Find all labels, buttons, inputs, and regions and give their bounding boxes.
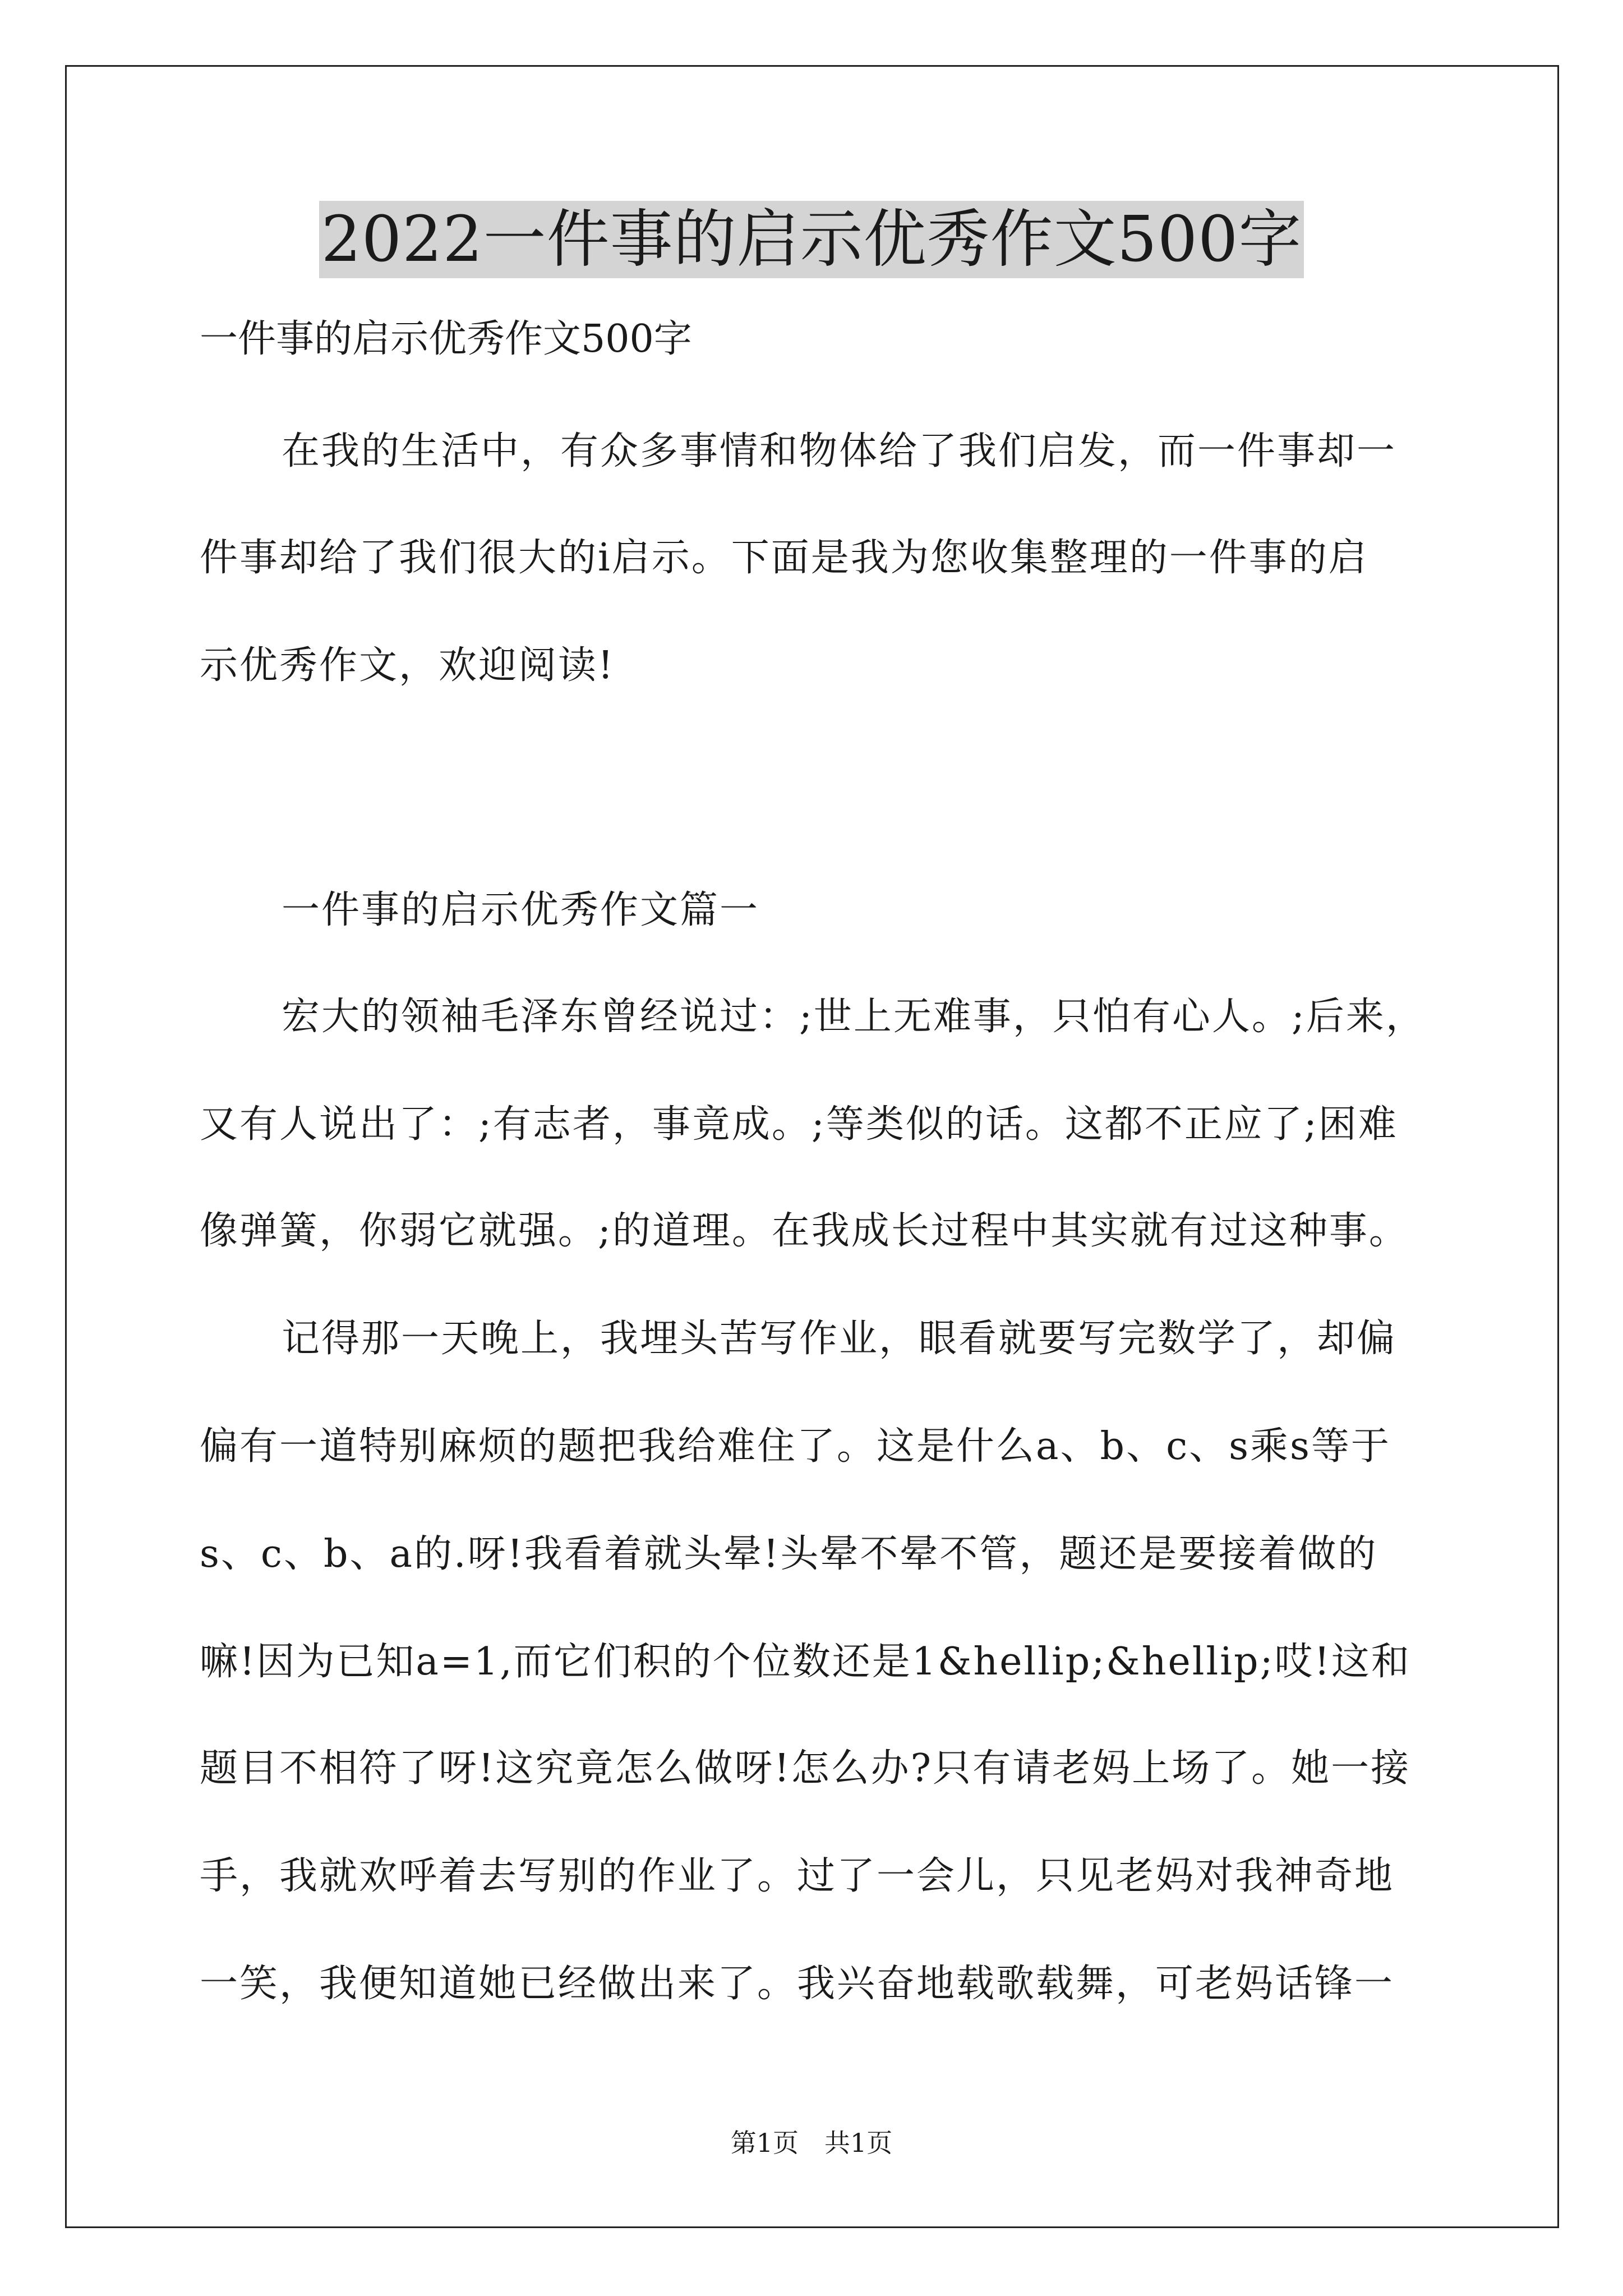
- paragraph-line: 又有人说出了：;有志者，事竟成。;等类似的话。这都不正应了;困难: [200, 1102, 1398, 1147]
- paragraph-line: 题目不相符了呀!这究竟怎么做呀!怎么办?只有请老妈上场了。她一接: [200, 1746, 1411, 1791]
- paragraph-line: 件事却给了我们很大的i启示。下面是我为您收集整理的一件事的启: [200, 536, 1368, 580]
- paragraph-line: 偏有一道特别麻烦的题把我给难住了。这是什么a、b、c、s乘s等于: [200, 1424, 1391, 1469]
- document-subtitle: 一件事的启示优秀作文500字: [200, 317, 692, 361]
- paragraph-line: s、c、b、a的.呀!我看着就头晕!头晕不晕不管，题还是要接着做的: [200, 1532, 1378, 1576]
- paragraph-line: 记得那一天晚上，我埋头苦写作业，眼看就要写完数学了，却偏: [282, 1317, 1397, 1361]
- section-heading: 一件事的启示优秀作文篇一: [282, 888, 760, 932]
- document-title: 2022一件事的启示优秀作文500字: [319, 201, 1304, 278]
- paragraph-line: 示优秀作文，欢迎阅读!: [200, 643, 615, 688]
- paragraph-line: 宏大的领袖毛泽东曾经说过：;世上无难事，只怕有心人。;后来，: [282, 995, 1426, 1039]
- paragraph-line: 一笑，我便知道她已经做出来了。我兴奋地载歌载舞，可老妈话锋一: [200, 1962, 1395, 2006]
- paragraph-line: 手，我就欢呼着去写别的作业了。过了一会儿，只见老妈对我神奇地: [200, 1854, 1395, 1898]
- paragraph-line: 在我的生活中，有众多事情和物体给了我们启发，而一件事却一: [282, 429, 1397, 473]
- page-footer: 第1页 共1页: [730, 2128, 893, 2158]
- title-container: [0, 201, 1623, 278]
- paragraph-line: 嘛!因为已知a=1,而它们积的个位数还是1&hellip;&hellip;哎!这和: [200, 1640, 1411, 1684]
- paragraph-line: 像弹簧，你弱它就强。;的道理。在我成长过程中其实就有过这种事。: [200, 1209, 1409, 1253]
